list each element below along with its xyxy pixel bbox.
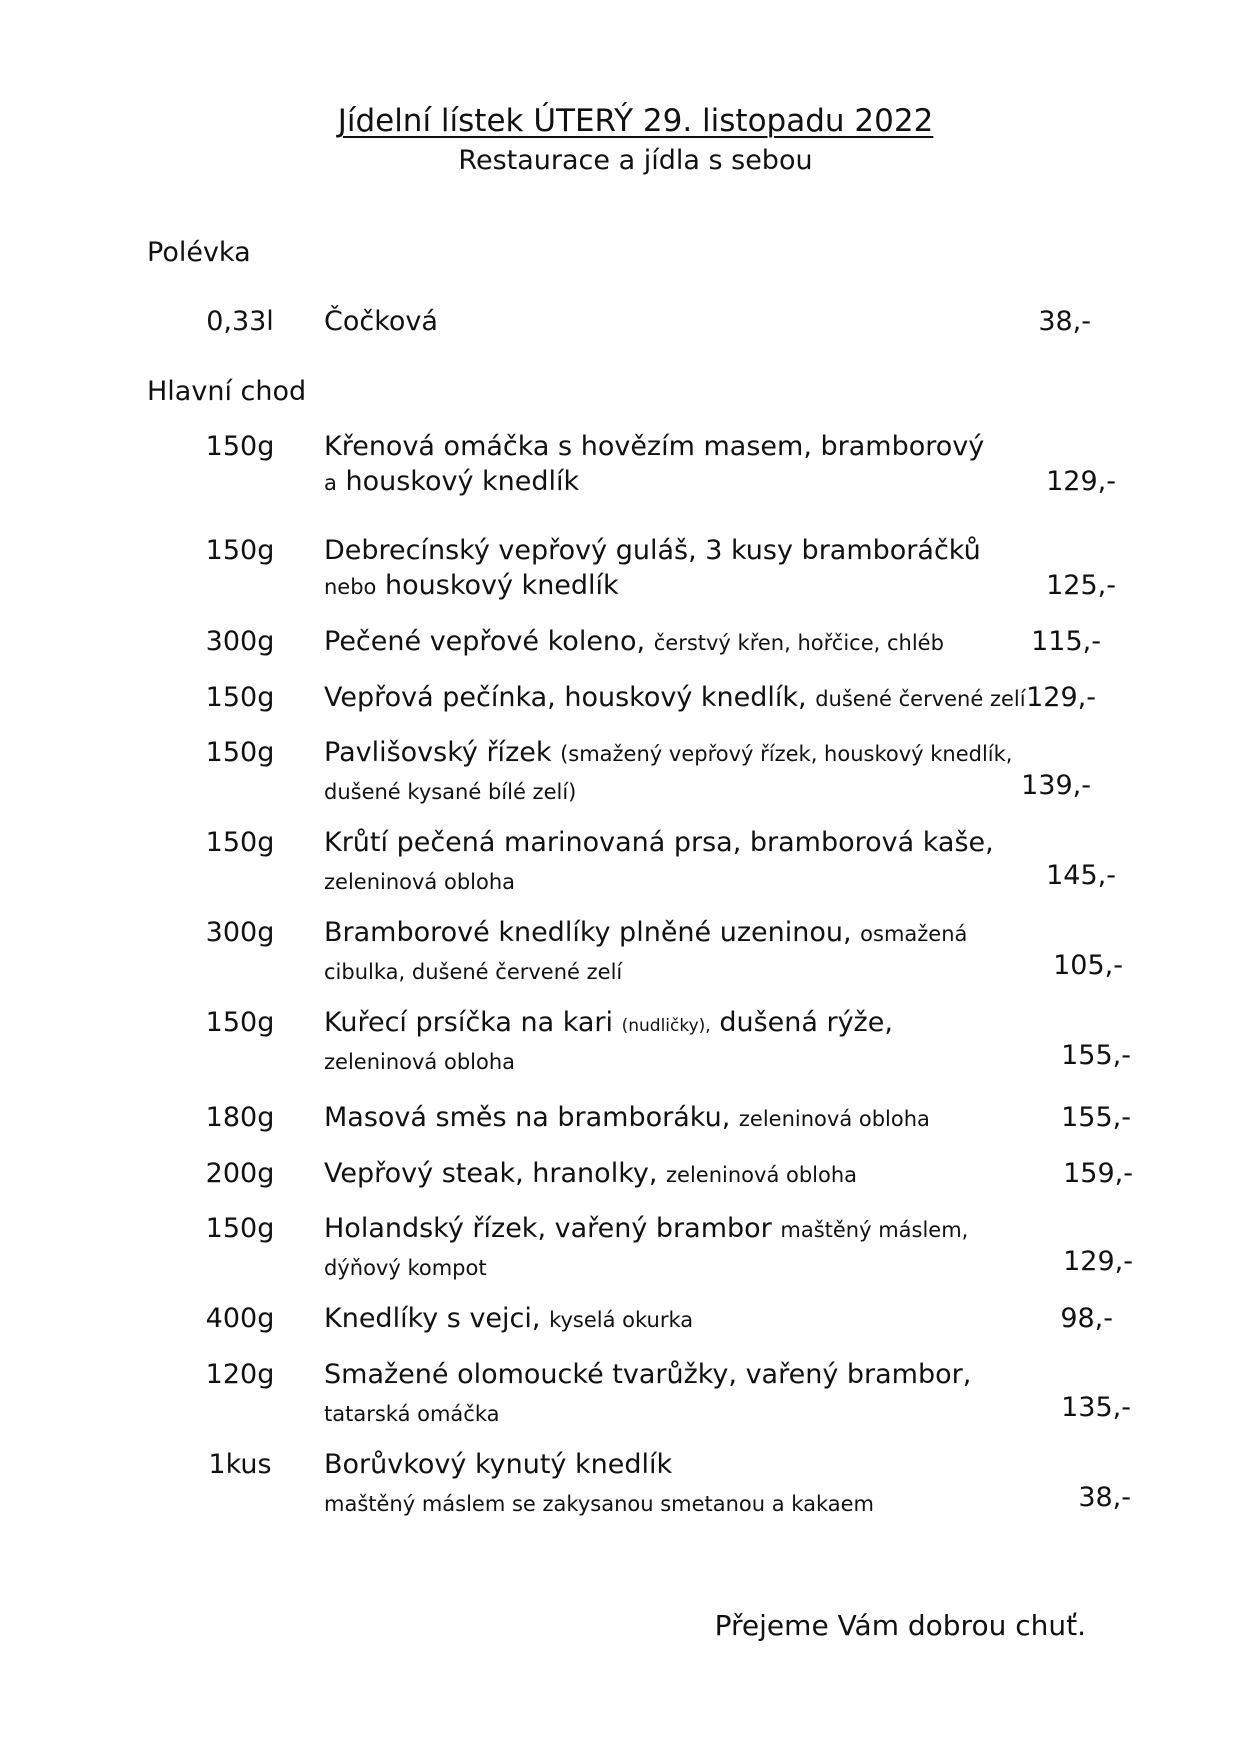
item-description: zeleninová obloha (324, 870, 516, 894)
item-weight: 180g (205, 1102, 275, 1133)
section-heading-main: Hlavní chod (147, 376, 307, 407)
page-title: Jídelní lístek ÚTERÝ 29. listopadu 2022 (337, 103, 934, 139)
item-price: 129,- (1046, 466, 1116, 497)
item-price: 98,- (1060, 1303, 1113, 1334)
item-price: 145,- (1046, 860, 1116, 891)
item-weight: 120g (205, 1359, 275, 1390)
item-weight: 150g (205, 682, 275, 713)
item-weight: 200g (205, 1158, 275, 1189)
item-description: nebo houskový knedlík (324, 570, 619, 601)
item-weight: 150g (205, 737, 275, 768)
item-name: Smažené olomoucké tvarůžky, vařený brambor, (324, 1359, 972, 1390)
item-price: 105,- (1053, 950, 1123, 981)
item-name: Borůvkový kynutý knedlík (324, 1449, 673, 1480)
item-price: 129,- (1063, 1246, 1133, 1277)
item-name: Holandský řízek, vařený brambor maštěný máslem, (324, 1213, 969, 1244)
item-description: cibulka, dušené červené zelí (324, 960, 623, 984)
item-description: tatarská omáčka (324, 1402, 500, 1426)
item-name: Bramborové knedlíky plněné uzeninou, osmažená (324, 917, 968, 948)
item-price: 135,- (1061, 1392, 1131, 1423)
closing-wish: Přejeme Vám dobrou chuť. (714, 1609, 1086, 1642)
item-description: zeleninová obloha (324, 1050, 516, 1074)
item-weight: 0,33l (206, 306, 274, 337)
item-name: Vepřový steak, hranolky, zeleninová obloha (324, 1158, 858, 1189)
item-name: Pavlišovský řízek (smažený vepřový řízek, houskový knedlík, (324, 737, 1013, 768)
section-heading-soup: Polévka (147, 237, 251, 268)
item-name: Masová směs na bramboráku, zeleninová obloha (324, 1102, 930, 1133)
item-weight: 400g (205, 1303, 275, 1334)
item-description: a houskový knedlík (324, 466, 580, 497)
item-price: 155,- (1061, 1040, 1131, 1071)
item-weight: 1kus (208, 1449, 272, 1480)
item-weight: 150g (205, 535, 275, 566)
item-name: Čočková (324, 306, 438, 337)
item-description: dušené kysané bílé zelí) (324, 780, 577, 804)
item-name: Knedlíky s vejci, kyselá okurka (324, 1303, 694, 1334)
item-weight: 150g (205, 827, 275, 858)
item-name: Debrecínský vepřový guláš, 3 kusy bramboráčků (324, 535, 981, 566)
item-description: maštěný máslem se zakysanou smetanou a kakaem (324, 1492, 875, 1516)
item-price: 115,- (1031, 626, 1101, 657)
item-price: 38,- (1078, 1482, 1131, 1513)
item-weight: 300g (205, 917, 275, 948)
item-price: 125,- (1046, 570, 1116, 601)
item-price: 38,- (1038, 306, 1091, 337)
item-price: 129,- (1026, 682, 1096, 713)
item-name: Vepřová pečínka, houskový knedlík, dušené červené zelí (324, 682, 1026, 713)
item-name: Křenová omáčka s hovězím masem, bramborový (324, 431, 985, 462)
page-subtitle: Restaurace a jídla s sebou (458, 145, 813, 176)
item-name: Kuřecí prsíčka na kari (nudličky), dušená rýže, (324, 1007, 893, 1038)
item-weight: 300g (205, 626, 275, 657)
item-name: Krůtí pečená marinovaná prsa, bramborová kaše, (324, 827, 994, 858)
item-description: dýňový kompot (324, 1256, 487, 1280)
item-price: 155,- (1061, 1102, 1131, 1133)
item-weight: 150g (205, 431, 275, 462)
item-name: Pečené vepřové koleno, čerstvý křen, hořčice, chléb (324, 626, 944, 657)
item-weight: 150g (205, 1213, 275, 1244)
item-weight: 150g (205, 1007, 275, 1038)
item-price: 139,- (1021, 770, 1091, 801)
item-price: 159,- (1063, 1158, 1133, 1189)
